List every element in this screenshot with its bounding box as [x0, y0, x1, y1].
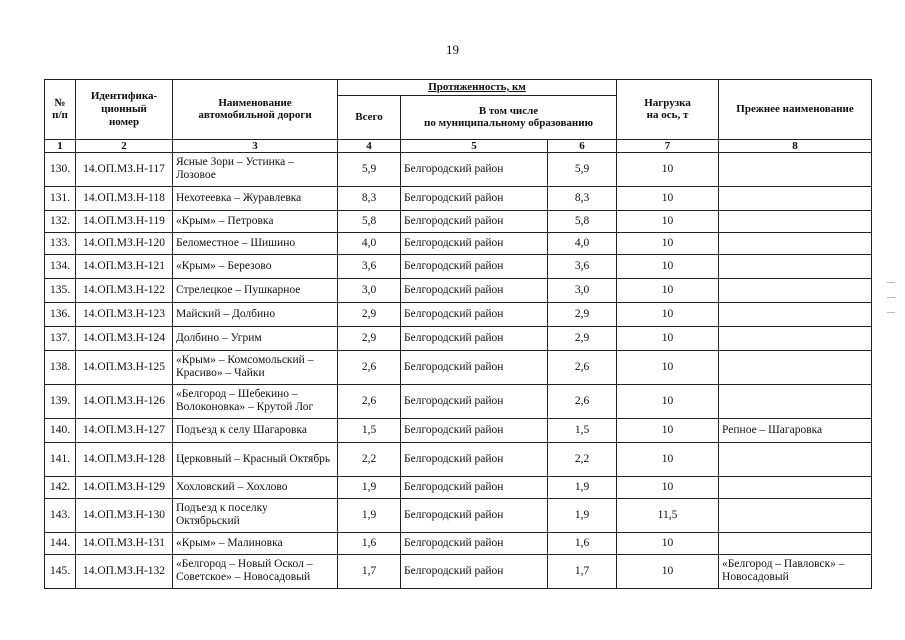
row-axle-load: 10 — [617, 254, 719, 278]
row-total-length: 2,9 — [338, 326, 401, 350]
table-row — [45, 254, 872, 278]
row-number: 143. — [45, 498, 76, 532]
row-road-name: Подъезд к поселку Октябрьский — [173, 498, 338, 532]
row-axle-load: 11,5 — [617, 498, 719, 532]
row-number: 145. — [45, 554, 76, 588]
row-previous-name — [719, 232, 872, 254]
row-identifier: 14.ОП.МЗ.Н-124 — [76, 326, 173, 350]
row-number: 132. — [45, 210, 76, 232]
row-district: Белгородский район — [401, 302, 548, 326]
row-identifier: 14.ОП.МЗ.Н-121 — [76, 254, 173, 278]
row-road-name: Подъезд к селу Шагаровка — [173, 418, 338, 442]
row-district: Белгородский район — [401, 498, 548, 532]
row-total-length: 1,5 — [338, 418, 401, 442]
row-identifier: 14.ОП.МЗ.Н-132 — [76, 554, 173, 588]
row-number: 130. — [45, 152, 76, 186]
row-total-length: 2,9 — [338, 302, 401, 326]
column-number: 4 — [338, 139, 401, 152]
row-number: 137. — [45, 326, 76, 350]
row-road-name: Стрелецкое – Пушкарное — [173, 278, 338, 302]
row-total-length: 1,7 — [338, 554, 401, 588]
row-number: 131. — [45, 186, 76, 210]
row-number: 140. — [45, 418, 76, 442]
row-previous-name — [719, 254, 872, 278]
row-district: Белгородский район — [401, 254, 548, 278]
row-total-length: 3,0 — [338, 278, 401, 302]
table-row — [45, 232, 872, 254]
row-previous-name — [719, 476, 872, 498]
row-road-name: Церковный – Красный Октябрь — [173, 442, 338, 476]
row-identifier: 14.ОП.МЗ.Н-119 — [76, 210, 173, 232]
row-total-length: 5,8 — [338, 210, 401, 232]
row-number: 142. — [45, 476, 76, 498]
table-row — [45, 350, 872, 384]
row-district-length: 3,6 — [548, 254, 617, 278]
row-road-name: «Крым» – Комсомольский – Красиво» – Чайки — [173, 350, 338, 384]
row-axle-load: 10 — [617, 476, 719, 498]
row-previous-name — [719, 186, 872, 210]
row-previous-name — [719, 498, 872, 532]
row-number: 135. — [45, 278, 76, 302]
row-previous-name — [719, 350, 872, 384]
row-road-name: «Крым» – Березово — [173, 254, 338, 278]
row-axle-load: 10 — [617, 210, 719, 232]
table-row — [45, 152, 872, 186]
row-number: 139. — [45, 384, 76, 418]
row-road-name: «Белгород – Шебекино – Волоконовка» – Крутой Лог — [173, 384, 338, 418]
table-body — [45, 139, 872, 588]
row-district-length: 1,6 — [548, 532, 617, 554]
row-axle-load: 10 — [617, 554, 719, 588]
row-total-length: 2,2 — [338, 442, 401, 476]
roads-table — [44, 79, 872, 589]
row-road-name: Ясные Зори – Устинка – Лозовое — [173, 152, 338, 186]
table-row — [45, 442, 872, 476]
row-district-length: 4,0 — [548, 232, 617, 254]
column-number: 1 — [45, 139, 76, 152]
row-road-name: «Белгород – Новый Оскол – Советское» – Новосадовый — [173, 554, 338, 588]
row-total-length: 1,6 — [338, 532, 401, 554]
row-number: 144. — [45, 532, 76, 554]
row-district-length: 2,9 — [548, 326, 617, 350]
row-identifier: 14.ОП.МЗ.Н-118 — [76, 186, 173, 210]
row-axle-load: 10 — [617, 532, 719, 554]
row-identifier: 14.ОП.МЗ.Н-123 — [76, 302, 173, 326]
row-previous-name — [719, 302, 872, 326]
header-id: Идентифика- ционный номер — [76, 80, 173, 140]
table-row — [45, 302, 872, 326]
row-number: 136. — [45, 302, 76, 326]
row-number: 134. — [45, 254, 76, 278]
row-total-length: 3,6 — [338, 254, 401, 278]
row-previous-name — [719, 384, 872, 418]
header-name: Наименование автомобильной дороги — [173, 80, 338, 140]
page-number: 19 — [446, 42, 459, 57]
row-previous-name — [719, 210, 872, 232]
row-district-length: 2,2 — [548, 442, 617, 476]
row-axle-load: 10 — [617, 350, 719, 384]
row-axle-load: 10 — [617, 442, 719, 476]
row-district-length: 5,8 — [548, 210, 617, 232]
row-total-length: 2,6 — [338, 350, 401, 384]
table-row — [45, 498, 872, 532]
row-road-name: Майский – Долбино — [173, 302, 338, 326]
header-length-group: Протяженность, км — [338, 80, 617, 96]
column-number-row — [45, 139, 872, 152]
row-district: Белгородский район — [401, 210, 548, 232]
row-identifier: 14.ОП.МЗ.Н-131 — [76, 532, 173, 554]
row-total-length: 4,0 — [338, 232, 401, 254]
row-number: 141. — [45, 442, 76, 476]
row-identifier: 14.ОП.МЗ.Н-128 — [76, 442, 173, 476]
row-axle-load: 10 — [617, 152, 719, 186]
row-district: Белгородский район — [401, 532, 548, 554]
row-axle-load: 10 — [617, 232, 719, 254]
row-identifier: 14.ОП.МЗ.Н-129 — [76, 476, 173, 498]
row-district-length: 2,6 — [548, 350, 617, 384]
table-row — [45, 278, 872, 302]
table-row — [45, 476, 872, 498]
row-axle-load: 10 — [617, 384, 719, 418]
header-prev: Прежнее наименование — [719, 80, 872, 140]
row-total-length: 5,9 — [338, 152, 401, 186]
table-row — [45, 418, 872, 442]
row-district-length: 1,9 — [548, 498, 617, 532]
row-district: Белгородский район — [401, 152, 548, 186]
row-identifier: 14.ОП.МЗ.Н-126 — [76, 384, 173, 418]
row-road-name: Хохловский – Хохлово — [173, 476, 338, 498]
row-previous-name: Репное – Шагаровка — [719, 418, 872, 442]
column-number: 8 — [719, 139, 872, 152]
row-axle-load: 10 — [617, 418, 719, 442]
row-district-length: 1,7 — [548, 554, 617, 588]
row-district-length: 1,5 — [548, 418, 617, 442]
table-row — [45, 554, 872, 588]
table-row — [45, 532, 872, 554]
row-previous-name — [719, 532, 872, 554]
row-district: Белгородский район — [401, 186, 548, 210]
row-district-length: 8,3 — [548, 186, 617, 210]
header-incl: В том числе по муниципальному образованию — [401, 95, 617, 139]
table-row — [45, 186, 872, 210]
row-identifier: 14.ОП.МЗ.Н-122 — [76, 278, 173, 302]
row-previous-name — [719, 326, 872, 350]
row-axle-load: 10 — [617, 326, 719, 350]
row-district: Белгородский район — [401, 418, 548, 442]
row-district: Белгородский район — [401, 476, 548, 498]
row-previous-name: «Белгород – Павловск» – Новосадовый — [719, 554, 872, 588]
row-district: Белгородский район — [401, 232, 548, 254]
row-identifier: 14.ОП.МЗ.Н-125 — [76, 350, 173, 384]
table-row — [45, 326, 872, 350]
row-previous-name — [719, 442, 872, 476]
row-identifier: 14.ОП.МЗ.Н-120 — [76, 232, 173, 254]
row-identifier: 14.ОП.МЗ.Н-127 — [76, 418, 173, 442]
row-road-name: «Крым» – Петровка — [173, 210, 338, 232]
row-district-length: 2,9 — [548, 302, 617, 326]
row-district: Белгородский район — [401, 326, 548, 350]
row-number: 138. — [45, 350, 76, 384]
row-total-length: 1,9 — [338, 498, 401, 532]
row-total-length: 8,3 — [338, 186, 401, 210]
row-district-length: 5,9 — [548, 152, 617, 186]
header-total: Всего — [338, 95, 401, 139]
row-road-name: Нехотеевка – Журавлевка — [173, 186, 338, 210]
row-number: 133. — [45, 232, 76, 254]
row-district: Белгородский район — [401, 350, 548, 384]
row-road-name: «Крым» – Малиновка — [173, 532, 338, 554]
header-num: № п/п — [45, 80, 76, 140]
row-district: Белгородский район — [401, 442, 548, 476]
row-axle-load: 10 — [617, 278, 719, 302]
column-number: 5 — [401, 139, 548, 152]
row-total-length: 1,9 — [338, 476, 401, 498]
column-number: 2 — [76, 139, 173, 152]
row-previous-name — [719, 152, 872, 186]
row-axle-load: 10 — [617, 186, 719, 210]
header-load: Нагрузка на ось, т — [617, 80, 719, 140]
row-total-length: 2,6 — [338, 384, 401, 418]
row-district-length: 2,6 — [548, 384, 617, 418]
row-road-name: Долбино – Угрим — [173, 326, 338, 350]
table-row — [45, 384, 872, 418]
row-district-length: 1,9 — [548, 476, 617, 498]
row-previous-name — [719, 278, 872, 302]
column-number: 7 — [617, 139, 719, 152]
row-identifier: 14.ОП.МЗ.Н-117 — [76, 152, 173, 186]
row-district: Белгородский район — [401, 554, 548, 588]
column-number: 6 — [548, 139, 617, 152]
row-axle-load: 10 — [617, 302, 719, 326]
row-district: Белгородский район — [401, 278, 548, 302]
scan-edge-marks — [887, 268, 901, 328]
row-district-length: 3,0 — [548, 278, 617, 302]
row-identifier: 14.ОП.МЗ.Н-130 — [76, 498, 173, 532]
row-district: Белгородский район — [401, 384, 548, 418]
column-number: 3 — [173, 139, 338, 152]
table-row — [45, 210, 872, 232]
row-road-name: Беломестное – Шишино — [173, 232, 338, 254]
